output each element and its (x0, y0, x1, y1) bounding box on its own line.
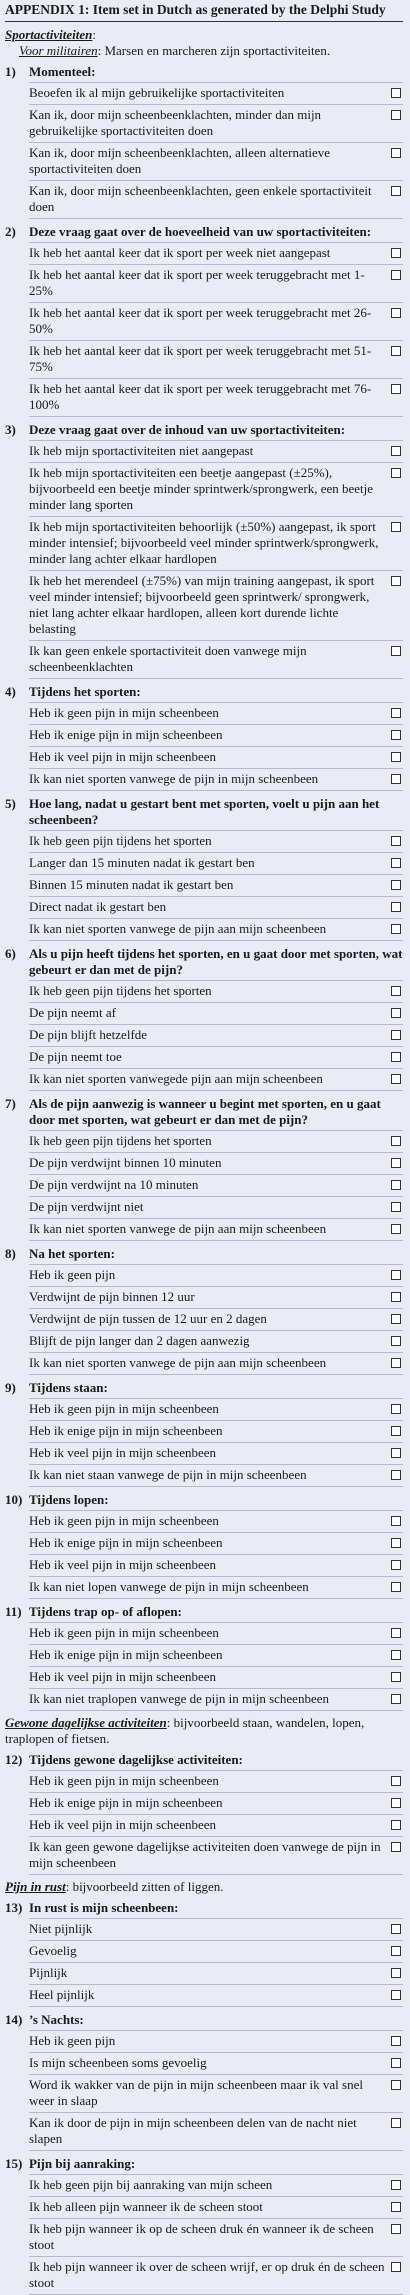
question-number: 10) (5, 1492, 23, 1507)
option-checkbox[interactable] (391, 1516, 401, 1526)
question (5, 1752, 403, 1768)
section-sport (5, 27, 403, 59)
option-list (5, 1622, 403, 1711)
answer-option (29, 1398, 403, 1420)
option-checkbox[interactable] (391, 1426, 401, 1436)
option-checkbox[interactable] (391, 1180, 401, 1190)
option-checkbox[interactable] (391, 346, 401, 356)
option-label: Heb ik veel pijn in mijn scheenbeen (29, 1557, 217, 1572)
option-checkbox[interactable] (391, 986, 401, 996)
option-label: De pijn blijft hetzelfde (29, 1027, 148, 1042)
option-label: Heb ik veel pijn in mijn scheenbeen (29, 1669, 217, 1684)
answer-option (29, 1002, 403, 1024)
option-checkbox[interactable] (391, 148, 401, 158)
answer-option (29, 1152, 403, 1174)
question (5, 2156, 403, 2172)
question-number: 4) (5, 684, 16, 699)
answer-option (29, 2030, 403, 2052)
answer-option (29, 340, 403, 378)
option-list (5, 980, 403, 1091)
option-checkbox[interactable] (391, 1560, 401, 1570)
answer-option (29, 2196, 403, 2218)
option-checkbox[interactable] (391, 774, 401, 784)
section-text: : bijvoorbeeld staan, wandelen, lopen, traplopen of fietsen. (5, 1715, 365, 1746)
answer-option (29, 1286, 403, 1308)
question-text: Deze vraag gaat over de inhoud van uw sportactiviteiten: (29, 422, 346, 437)
option-label: Ik heb het aantal keer dat ik sport per week teruggebracht met 26-50% (29, 305, 372, 336)
option-label: Ik heb het merendeel (±75%) van mijn training aangepast, ik sport veel minder intensief; bijvoorbeeld geen sprintwerk/ sprongwerk, niet lang achter elkaar hardlopen, alleen kort durende lichte belasting (29, 573, 375, 636)
answer-option (29, 440, 403, 462)
question (5, 1380, 403, 1396)
option-checkbox[interactable] (391, 858, 401, 868)
option-checkbox[interactable] (391, 1672, 401, 1682)
question-number: 14) (5, 2012, 23, 2027)
option-label: Pijnlijk (29, 1965, 68, 1980)
option-checkbox[interactable] (391, 730, 401, 740)
question-text: Tijdens het sporten: (29, 684, 141, 699)
answer-option (29, 1046, 403, 1068)
answer-option (29, 830, 403, 852)
question-number: 12) (5, 1752, 23, 1767)
option-label: Heel pijnlijk (29, 1987, 95, 2002)
question (5, 224, 403, 240)
question-text: In rust is mijn scheenbeen: (29, 1900, 179, 1915)
option-label: Ik heb geen pijn tijdens het sporten (29, 833, 212, 848)
option-label: Heb ik enige pijn in mijn scheenbeen (29, 727, 223, 742)
question-number: 15) (5, 2156, 23, 2171)
option-label: Kan ik, door mijn scheenbeenklachten, alleen alternatieve sportactiviteiten doen (29, 145, 331, 176)
answer-option (29, 1218, 403, 1241)
appendix-title: APPENDIX 1: Item set in Dutch as generated by the Delphi Study (5, 2, 403, 22)
question (5, 422, 403, 438)
option-checkbox[interactable] (391, 1158, 401, 1168)
option-label: Beoefen ik al mijn gebruikelijke sportactiviteiten (29, 85, 285, 100)
section-daily (5, 1715, 403, 1747)
option-checkbox[interactable] (391, 248, 401, 258)
option-checkbox[interactable] (391, 1842, 401, 1852)
question-number: 11) (5, 1604, 22, 1619)
option-checkbox[interactable] (391, 1946, 401, 1956)
question (5, 2012, 403, 2028)
option-checkbox[interactable] (391, 1008, 401, 1018)
answer-option (29, 1174, 403, 1196)
option-label: Word ik wakker van de pijn in mijn scheenbeen maar ik val snel weer in slaap (29, 2077, 363, 2108)
question-number: 8) (5, 1246, 16, 1261)
question-number: 5) (5, 796, 16, 811)
option-label: Ik heb het aantal keer dat ik sport per week teruggebracht met 51-75% (29, 343, 372, 374)
option-label: De pijn neemt af (29, 1005, 116, 1020)
option-label: Ik kan geen gewone dagelijkse activiteiten doen vanwege de pijn in mijn scheenbeen (29, 1839, 381, 1870)
option-checkbox[interactable] (391, 468, 401, 478)
answer-option (29, 180, 403, 219)
answer-option (29, 2218, 403, 2256)
answer-option (29, 462, 403, 516)
option-label: Ik heb het aantal keer dat ik sport per week niet aangepast (29, 245, 331, 260)
answer-option (29, 1264, 403, 1286)
option-checkbox[interactable] (391, 1292, 401, 1302)
option-label: Kan ik door de pijn in mijn scheenbeen delen van de nacht niet slapen (29, 2115, 357, 2146)
option-label: Heb ik veel pijn in mijn scheenbeen (29, 1817, 217, 1832)
option-label: Verdwijnt de pijn binnen 12 uur (29, 1289, 195, 1304)
option-label: Ik kan niet sporten vanwege de pijn in mijn scheenbeen (29, 771, 319, 786)
answer-option (29, 264, 403, 302)
option-checkbox[interactable] (391, 1314, 401, 1324)
answer-option (29, 142, 403, 180)
question-text: Als de pijn aanwezig is wanneer u begint met sporten, en u gaat door met sporten, wat gebeurt er dan met de pijn? (29, 1096, 381, 1127)
answer-option (29, 852, 403, 874)
option-label: Heb ik enige pijn in mijn scheenbeen (29, 1795, 223, 1810)
option-label: Ik kan niet sporten vanwege de pijn aan mijn scheenbeen (29, 1221, 327, 1236)
answer-option (29, 1984, 403, 2007)
answer-option (29, 1666, 403, 1688)
option-label: Ik heb het aantal keer dat ik sport per week teruggebracht met 1-25% (29, 267, 365, 298)
option-list (5, 440, 403, 679)
answer-option (29, 1420, 403, 1442)
answer-option (29, 378, 403, 417)
answer-option (29, 768, 403, 791)
option-list (5, 702, 403, 791)
option-label: Ik kan niet lopen vanwege de pijn in mijn scheenbeen (29, 1579, 309, 1594)
option-checkbox[interactable] (391, 2036, 401, 2046)
option-label: De pijn neemt toe (29, 1049, 122, 1064)
option-checkbox[interactable] (391, 836, 401, 846)
question-text: Na het sporten: (29, 1246, 115, 1261)
answer-option (29, 2074, 403, 2112)
answer-option (29, 1792, 403, 1814)
option-label: De pijn verdwijnt na 10 minuten (29, 1177, 199, 1192)
question-text: Tijdens lopen: (29, 1492, 109, 1507)
question (5, 64, 403, 80)
answer-option (29, 1196, 403, 1218)
option-list (5, 242, 403, 417)
question-group-3 (5, 1900, 403, 2295)
question-text: Hoe lang, nadat u gestart bent met sporten, voelt u pijn aan het scheenbeen? (29, 796, 380, 827)
option-checkbox[interactable] (391, 1358, 401, 1368)
answer-option (29, 874, 403, 896)
option-label: Heb ik geen pijn in mijn scheenbeen (29, 1513, 219, 1528)
question-text: ’s Nachts: (29, 2012, 84, 2027)
option-checkbox[interactable] (391, 1136, 401, 1146)
option-checkbox[interactable] (391, 1628, 401, 1638)
question-text: Deze vraag gaat over de hoeveelheid van uw sportactiviteiten: (29, 224, 372, 239)
answer-option (29, 724, 403, 746)
question (5, 1492, 403, 1508)
section-heading: Sportactiviteiten (5, 27, 93, 42)
option-checkbox[interactable] (391, 1538, 401, 1548)
question-text: Tijdens gewone dagelijkse activiteiten: (29, 1752, 243, 1767)
option-checkbox[interactable] (391, 1052, 401, 1062)
option-checkbox[interactable] (391, 1582, 401, 1592)
question-group-1 (5, 64, 403, 1711)
option-checkbox[interactable] (391, 2202, 401, 2212)
answer-option (29, 82, 403, 104)
answer-option (29, 2174, 403, 2196)
option-checkbox[interactable] (391, 880, 401, 890)
option-checkbox[interactable] (391, 1404, 401, 1414)
option-checkbox[interactable] (391, 384, 401, 394)
option-checkbox[interactable] (391, 1820, 401, 1830)
answer-option (29, 2112, 403, 2151)
option-label: Ik heb het aantal keer dat ik sport per week teruggebracht met 76-100% (29, 381, 372, 412)
answer-option (29, 302, 403, 340)
option-label: Ik heb mijn sportactiviteiten een beetje aangepast (±25%), bijvoorbeeld een beetje minder sprintwerk/sprongwerk, een beetje minder lang sporten (29, 465, 374, 512)
option-label: Ik heb geen pijn bij aanraking van mijn scheen (29, 2177, 273, 2192)
answer-option (29, 1940, 403, 1962)
answer-option (29, 1532, 403, 1554)
option-checkbox[interactable] (391, 1448, 401, 1458)
option-label: Kan ik, door mijn scheenbeenklachten, minder dan mijn gebruikelijke sportactiviteiten doen (29, 107, 322, 138)
option-checkbox[interactable] (391, 1990, 401, 2000)
option-list (5, 1398, 403, 1487)
option-label: De pijn verdwijnt niet (29, 1199, 144, 1214)
answer-option (29, 1688, 403, 1711)
answer-option (29, 242, 403, 264)
answer-option (29, 1814, 403, 1836)
answer-option (29, 1464, 403, 1487)
option-label: Ik heb pijn wanneer ik over de scheen wrijf, er op druk én de scheen stoot (29, 2259, 385, 2290)
option-checkbox[interactable] (391, 2058, 401, 2068)
option-label: Ik heb pijn wanneer ik op de scheen druk én wanneer ik de scheen stoot (29, 2221, 374, 2252)
option-checkbox[interactable] (391, 1650, 401, 1660)
question (5, 684, 403, 700)
option-list (5, 82, 403, 219)
answer-option (29, 918, 403, 941)
answer-option (29, 980, 403, 1002)
option-label: Ik kan niet traplopen vanwege de pijn in mijn scheenbeen (29, 1691, 329, 1706)
question-text: Als u pijn heeft tijdens het sporten, en u gaat door met sporten, wat gebeurt er dan met de pijn? (29, 946, 403, 977)
answer-option (29, 1330, 403, 1352)
section-colon: : (92, 27, 97, 42)
question-number: 7) (5, 1096, 16, 1111)
option-label: Heb ik geen pijn in mijn scheenbeen (29, 1625, 219, 1640)
option-list (5, 1918, 403, 2007)
option-checkbox[interactable] (391, 1336, 401, 1346)
answer-option (29, 2256, 403, 2295)
option-checkbox[interactable] (391, 1470, 401, 1480)
option-label: Heb ik geen pijn in mijn scheenbeen (29, 1401, 219, 1416)
answer-option (29, 570, 403, 640)
option-checkbox[interactable] (391, 576, 401, 586)
answer-option (29, 1918, 403, 1940)
option-checkbox[interactable] (391, 2262, 401, 2272)
option-label: Niet pijnlijk (29, 1921, 93, 1936)
note-label: Voor militairen (19, 43, 98, 58)
option-checkbox[interactable] (391, 522, 401, 532)
option-checkbox[interactable] (391, 2224, 401, 2234)
answer-option (29, 516, 403, 570)
note-text: : Marsen en marcheren zijn sportactiviteiten. (97, 43, 331, 58)
answer-option (29, 1068, 403, 1091)
option-list (5, 830, 403, 941)
option-checkbox[interactable] (391, 2118, 401, 2128)
option-checkbox[interactable] (391, 1798, 401, 1808)
answer-option (29, 1622, 403, 1644)
answer-option (29, 640, 403, 679)
answer-option (29, 1130, 403, 1152)
option-checkbox[interactable] (391, 1968, 401, 1978)
question (5, 1900, 403, 1916)
option-checkbox[interactable] (391, 1270, 401, 1280)
option-label: Heb ik enige pijn in mijn scheenbeen (29, 1535, 223, 1550)
option-checkbox[interactable] (391, 2080, 401, 2090)
question-number: 9) (5, 1380, 16, 1395)
option-label: Heb ik enige pijn in mijn scheenbeen (29, 1423, 223, 1438)
option-label: Ik heb alleen pijn wanneer ik de scheen stoot (29, 2199, 263, 2214)
section-text: : bijvoorbeeld zitten of liggen. (65, 1879, 224, 1894)
answer-option (29, 1836, 403, 1875)
option-checkbox[interactable] (391, 110, 401, 120)
question-number: 13) (5, 1900, 23, 1915)
answer-option (29, 1644, 403, 1666)
option-list (5, 1510, 403, 1599)
option-label: Heb ik veel pijn in mijn scheenbeen (29, 1445, 217, 1460)
option-checkbox[interactable] (391, 88, 401, 98)
option-list (5, 1264, 403, 1375)
option-checkbox[interactable] (391, 186, 401, 196)
option-checkbox[interactable] (391, 646, 401, 656)
option-checkbox[interactable] (391, 752, 401, 762)
option-checkbox[interactable] (391, 1224, 401, 1234)
option-checkbox[interactable] (391, 924, 401, 934)
question (5, 946, 403, 978)
question-group-2 (5, 1752, 403, 1875)
option-list (5, 2030, 403, 2151)
answer-option (29, 1024, 403, 1046)
option-label: Kan ik, door mijn scheenbeenklachten, geen enkele sportactiviteit doen (29, 183, 372, 214)
question (5, 796, 403, 828)
option-label: Ik heb mijn sportactiviteiten niet aangepast (29, 443, 254, 458)
option-checkbox[interactable] (391, 1202, 401, 1212)
option-label: Gevoelig (29, 1943, 77, 1958)
option-checkbox[interactable] (391, 1030, 401, 1040)
option-label: De pijn verdwijnt binnen 10 minuten (29, 1155, 222, 1170)
section-heading: Pijn in rust (5, 1879, 66, 1894)
option-label: Ik kan niet sporten vanwege de pijn aan mijn scheenbeen (29, 921, 327, 936)
answer-option (29, 1442, 403, 1464)
option-label: Ik heb geen pijn tijdens het sporten (29, 1133, 212, 1148)
question (5, 1246, 403, 1262)
question-number: 3) (5, 422, 16, 437)
answer-option (29, 2052, 403, 2074)
option-label: Ik heb geen pijn tijdens het sporten (29, 983, 212, 998)
option-checkbox[interactable] (391, 270, 401, 280)
answer-option (29, 746, 403, 768)
option-list (5, 2174, 403, 2295)
question-text: Pijn bij aanraking: (29, 2156, 136, 2171)
section-rest (5, 1879, 403, 1895)
option-label: Verdwijnt de pijn tussen de 12 uur en 2 dagen (29, 1311, 267, 1326)
option-checkbox[interactable] (391, 2180, 401, 2190)
option-label: Binnen 15 minuten nadat ik gestart ben (29, 877, 234, 892)
option-checkbox[interactable] (391, 708, 401, 718)
answer-option (29, 104, 403, 142)
answer-option (29, 896, 403, 918)
option-label: Heb ik enige pijn in mijn scheenbeen (29, 1647, 223, 1662)
option-checkbox[interactable] (391, 1694, 401, 1704)
answer-option (29, 1352, 403, 1375)
option-label: Langer dan 15 minuten nadat ik gestart ben (29, 855, 255, 870)
option-label: Heb ik geen pijn (29, 1267, 116, 1282)
option-checkbox[interactable] (391, 308, 401, 318)
option-checkbox[interactable] (391, 1074, 401, 1084)
option-label: Ik heb mijn sportactiviteiten behoorlijk (±50%) aangepast, ik sport minder intensief; bijvoorbeeld veel minder sprintwerk/sprongwerk, minder lang achter elkaar hardlopen (29, 519, 379, 566)
option-label: Ik kan niet staan vanwege de pijn in mijn scheenbeen (29, 1467, 307, 1482)
question-text: Tijdens trap op- of aflopen: (29, 1604, 182, 1619)
option-checkbox[interactable] (391, 446, 401, 456)
option-label: Heb ik geen pijn in mijn scheenbeen (29, 705, 219, 720)
option-label: Heb ik geen pijn (29, 2033, 116, 2048)
answer-option (29, 1770, 403, 1792)
answer-option (29, 1308, 403, 1330)
option-checkbox[interactable] (391, 1924, 401, 1934)
question (5, 1096, 403, 1128)
question-text: Tijdens staan: (29, 1380, 108, 1395)
section-heading: Gewone dagelijkse activiteiten (5, 1715, 167, 1730)
answer-option (29, 1554, 403, 1576)
option-list (5, 1770, 403, 1875)
option-label: Direct nadat ik gestart ben (29, 899, 167, 914)
option-label: Blijft de pijn langer dan 2 dagen aanwezig (29, 1333, 250, 1348)
question-text: Momenteel: (29, 64, 96, 79)
option-label: Is mijn scheenbeen soms gevoelig (29, 2055, 207, 2070)
question (5, 1604, 403, 1620)
option-label: Ik kan niet sporten vanwegede pijn aan mijn scheenbeen (29, 1071, 323, 1086)
option-label: Heb ik veel pijn in mijn scheenbeen (29, 749, 217, 764)
option-checkbox[interactable] (391, 902, 401, 912)
option-list (5, 1130, 403, 1241)
option-label: Heb ik geen pijn in mijn scheenbeen (29, 1773, 219, 1788)
section-note (19, 43, 403, 59)
answer-option (29, 1962, 403, 1984)
answer-option (29, 702, 403, 724)
question-number: 2) (5, 224, 16, 239)
answer-option (29, 1510, 403, 1532)
option-checkbox[interactable] (391, 1776, 401, 1786)
option-label: Ik kan niet sporten vanwege de pijn aan mijn scheenbeen (29, 1355, 327, 1370)
answer-option (29, 1576, 403, 1599)
question-number: 6) (5, 946, 16, 961)
question-number: 1) (5, 64, 16, 79)
option-label: Ik kan geen enkele sportactiviteit doen vanwege mijn scheenbeenklachten (29, 643, 307, 674)
